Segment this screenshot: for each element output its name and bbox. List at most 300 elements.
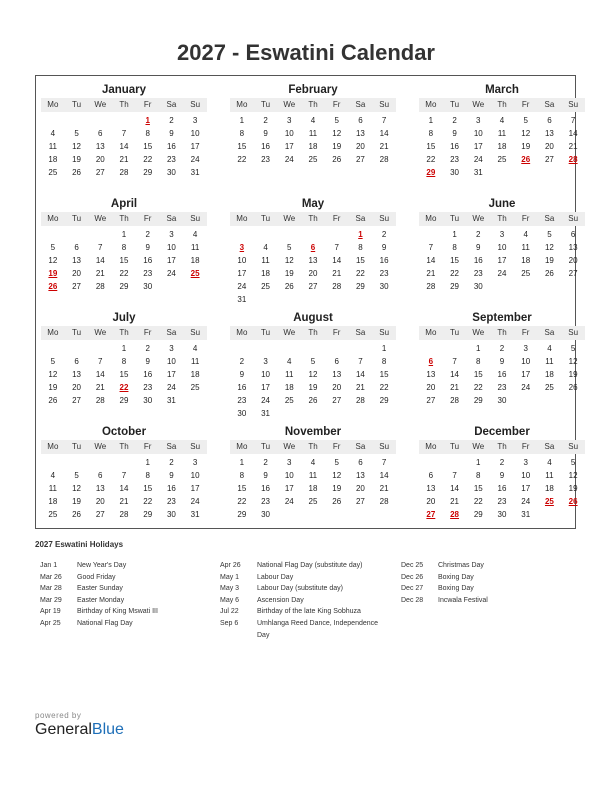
day-cell: 3 [192, 458, 198, 467]
holiday-day-cell: 3 [239, 243, 245, 252]
day-cell: 23 [143, 383, 153, 392]
day-cell: 24 [190, 155, 200, 164]
day-cell: 9 [499, 357, 505, 366]
day-cell: 18 [190, 370, 200, 379]
day-cell: 1 [121, 230, 127, 239]
day-cell: 21 [332, 269, 342, 278]
day-cell: 30 [261, 510, 271, 519]
day-cell: 4 [499, 116, 505, 125]
day-cell: 9 [169, 471, 174, 480]
month-march [419, 82, 585, 179]
day-cell: 7 [98, 357, 103, 366]
weekday-label: We [283, 328, 296, 337]
day-cell: 30 [473, 282, 483, 291]
day-cell: 24 [237, 282, 247, 291]
days-grid [41, 228, 207, 293]
day-cell: 1 [121, 344, 127, 353]
day-cell: 26 [308, 396, 318, 405]
day-cell: 11 [308, 129, 318, 138]
day-cell: 19 [544, 256, 554, 265]
day-cell: 28 [95, 282, 105, 291]
weekday-label: Tu [72, 328, 82, 337]
weekday-label: Su [568, 214, 579, 223]
weekday-label: Su [568, 100, 579, 109]
weekday-label: Fr [332, 214, 341, 223]
logo-part-1: General [35, 721, 92, 738]
day-cell: 15 [237, 484, 247, 493]
day-cell: 2 [169, 116, 174, 125]
day-cell: 1 [239, 458, 245, 467]
day-cell: 15 [143, 484, 153, 493]
holiday-item [401, 572, 573, 584]
day-cell: 8 [239, 129, 245, 138]
empty-day-cell [41, 456, 65, 469]
day-cell: 4 [547, 458, 552, 467]
weekday-label: Sa [166, 328, 177, 337]
weekday-label: Fr [332, 442, 341, 451]
day-cell: 8 [428, 129, 434, 138]
day-cell: 19 [284, 269, 294, 278]
day-cell: 20 [308, 269, 318, 278]
day-cell: 2 [499, 458, 505, 467]
day-cell: 19 [48, 383, 58, 392]
month-november [230, 424, 396, 521]
day-cell: 21 [119, 155, 129, 164]
day-cell: 2 [263, 458, 268, 467]
holiday-item [220, 595, 392, 607]
holiday-item [40, 560, 212, 572]
day-cell: 16 [166, 142, 176, 151]
weekday-label: Fr [521, 328, 530, 337]
day-cell: 27 [72, 282, 82, 291]
day-cell: 11 [545, 357, 554, 366]
weekday-label: Su [568, 328, 579, 337]
day-cell: 26 [48, 396, 58, 405]
day-cell: 15 [143, 142, 153, 151]
day-cell: 8 [381, 357, 387, 366]
day-cell: 5 [74, 471, 79, 480]
holiday-name: Ascension Day [257, 596, 304, 604]
logo-part-2: Blue [91, 721, 124, 738]
holiday-day-cell: 28 [568, 155, 578, 164]
empty-day-cell [88, 342, 112, 355]
day-cell: 29 [119, 282, 129, 291]
day-cell: 26 [284, 282, 294, 291]
day-cell: 6 [74, 357, 79, 366]
brand-logo[interactable] [35, 711, 124, 739]
days-grid [230, 342, 396, 420]
day-cell: 6 [570, 230, 576, 239]
day-cell: 20 [72, 269, 82, 278]
day-cell: 10 [190, 471, 200, 480]
holiday-item [40, 583, 212, 595]
weekday-label: We [94, 214, 107, 223]
day-cell: 26 [332, 497, 342, 506]
day-cell: 11 [308, 471, 318, 480]
day-cell: 12 [72, 484, 82, 493]
day-cell: 2 [476, 230, 481, 239]
day-cell: 29 [450, 282, 460, 291]
day-cell: 12 [72, 142, 82, 151]
day-cell: 13 [426, 484, 436, 493]
day-cell: 21 [379, 142, 389, 151]
day-cell: 7 [121, 471, 127, 480]
day-cell: 23 [143, 269, 153, 278]
weekday-label: Su [190, 328, 201, 337]
day-cell: 8 [145, 471, 150, 480]
weekday-label: Sa [355, 442, 366, 451]
days-grid [41, 456, 207, 521]
empty-day-cell [254, 342, 278, 355]
day-cell: 24 [166, 269, 176, 278]
day-cell: 12 [308, 370, 318, 379]
weekday-label: Sa [544, 328, 555, 337]
day-cell: 5 [547, 230, 552, 239]
day-cell: 14 [379, 471, 389, 480]
day-cell: 22 [426, 155, 436, 164]
day-cell: 9 [499, 471, 505, 480]
day-cell: 19 [72, 497, 82, 506]
month-name: September [472, 312, 532, 324]
day-cell: 6 [98, 471, 103, 480]
month-september [419, 310, 585, 407]
day-cell: 15 [119, 370, 129, 379]
month-april [41, 196, 207, 293]
empty-day-cell [41, 228, 65, 241]
weekday-header [230, 440, 396, 454]
day-cell: 22 [143, 497, 153, 506]
day-cell: 17 [521, 370, 531, 379]
days-grid [230, 456, 396, 521]
holiday-day-cell: 29 [426, 168, 436, 177]
day-cell: 23 [166, 155, 176, 164]
day-cell: 14 [355, 370, 365, 379]
day-cell: 7 [381, 116, 387, 125]
day-cell: 28 [332, 282, 342, 291]
holiday-name: Labour Day [257, 573, 294, 581]
holiday-day-cell: 19 [48, 269, 58, 278]
weekday-header [230, 98, 396, 112]
empty-day-cell [419, 228, 443, 241]
weekday-label: We [472, 442, 485, 451]
day-cell: 26 [72, 168, 82, 177]
day-cell: 13 [95, 142, 105, 151]
month-name: July [112, 312, 136, 324]
day-cell: 14 [450, 370, 460, 379]
days-grid [419, 342, 585, 407]
day-cell: 17 [237, 269, 247, 278]
day-cell: 13 [332, 370, 342, 379]
holiday-day-cell: 28 [450, 510, 460, 519]
holiday-day-cell: 6 [310, 243, 316, 252]
day-cell: 16 [497, 484, 507, 493]
day-cell: 12 [568, 357, 578, 366]
day-cell: 29 [237, 510, 247, 519]
day-cell: 18 [48, 497, 58, 506]
weekday-label: Tu [72, 100, 82, 109]
holiday-name: New Year's Day [77, 562, 127, 569]
day-cell: 24 [166, 383, 176, 392]
day-cell: 2 [169, 458, 174, 467]
day-cell: 12 [332, 129, 342, 138]
day-cell: 7 [570, 116, 576, 125]
day-cell: 12 [568, 471, 578, 480]
month-name: November [284, 426, 342, 438]
day-cell: 2 [452, 116, 457, 125]
weekday-label: Mo [47, 442, 59, 451]
day-cell: 25 [308, 497, 318, 506]
day-cell: 1 [381, 344, 387, 353]
holiday-name: Labour Day (substitute day) [257, 585, 343, 593]
month-december [419, 424, 585, 521]
holiday-item [401, 583, 573, 595]
weekday-label: Th [119, 214, 129, 223]
day-cell: 29 [355, 282, 365, 291]
weekday-label: Su [379, 100, 390, 109]
weekday-label: Mo [236, 442, 248, 451]
day-cell: 28 [379, 155, 389, 164]
empty-day-cell [65, 342, 89, 355]
day-cell: 8 [358, 243, 363, 252]
day-cell: 14 [95, 256, 105, 265]
weekday-label: Sa [355, 328, 366, 337]
day-cell: 21 [119, 497, 129, 506]
empty-day-cell [112, 114, 136, 127]
holiday-item [40, 618, 212, 630]
weekday-label: Th [497, 100, 507, 109]
day-cell: 18 [497, 142, 507, 151]
day-cell: 4 [310, 116, 316, 125]
days-grid [41, 114, 207, 179]
day-cell: 20 [426, 383, 436, 392]
day-cell: 30 [166, 510, 176, 519]
holiday-item [220, 572, 392, 584]
day-cell: 7 [452, 357, 457, 366]
weekday-label: Tu [261, 214, 271, 223]
weekday-label: Sa [355, 214, 366, 223]
day-cell: 31 [166, 396, 176, 405]
day-cell: 16 [261, 142, 271, 151]
day-cell: 6 [98, 129, 103, 138]
day-cell: 28 [426, 282, 436, 291]
holiday-item [220, 606, 392, 618]
holiday-date: May 6 [220, 596, 240, 604]
holiday-day-cell: 26 [521, 155, 531, 164]
day-cell: 4 [310, 458, 316, 467]
day-cell: 13 [95, 484, 105, 493]
day-cell: 1 [145, 458, 150, 467]
weekday-label: We [94, 442, 107, 451]
day-cell: 3 [263, 357, 268, 366]
day-cell: 28 [95, 396, 105, 405]
day-cell: 17 [473, 142, 483, 151]
weekday-header [419, 212, 585, 226]
day-cell: 27 [568, 269, 578, 278]
empty-day-cell [443, 342, 467, 355]
holiday-item [40, 606, 212, 618]
day-cell: 23 [166, 497, 176, 506]
day-cell: 26 [332, 155, 342, 164]
weekday-label: Tu [72, 214, 82, 223]
day-cell: 31 [473, 168, 483, 177]
holiday-day-cell: 26 [48, 282, 58, 291]
day-cell: 31 [237, 295, 247, 304]
day-cell: 2 [239, 357, 245, 366]
day-cell: 10 [166, 243, 176, 252]
generalblue-logo [35, 721, 124, 739]
holiday-day-cell: 22 [119, 383, 129, 392]
day-cell: 24 [521, 497, 531, 506]
holiday-item [401, 595, 573, 607]
month-name: March [485, 84, 519, 96]
day-cell: 14 [332, 256, 342, 265]
day-cell: 26 [72, 510, 82, 519]
day-cell: 24 [284, 497, 294, 506]
day-cell: 2 [145, 344, 150, 353]
weekday-label: Mo [425, 442, 437, 451]
day-cell: 7 [121, 129, 127, 138]
holiday-item [401, 560, 573, 572]
day-cell: 4 [523, 230, 528, 239]
day-cell: 17 [190, 142, 200, 151]
day-cell: 18 [521, 256, 531, 265]
day-cell: 9 [476, 243, 481, 252]
month-june [419, 196, 585, 293]
day-cell: 10 [166, 357, 176, 366]
day-cell: 5 [570, 344, 576, 353]
holiday-day-cell: 27 [426, 510, 436, 519]
day-cell: 21 [450, 497, 460, 506]
day-cell: 27 [426, 396, 436, 405]
empty-day-cell [41, 114, 65, 127]
day-cell: 19 [332, 142, 342, 151]
holiday-item [220, 560, 392, 572]
day-cell: 6 [547, 116, 552, 125]
day-cell: 23 [379, 269, 389, 278]
weekday-label: Mo [425, 100, 437, 109]
day-cell: 2 [499, 344, 505, 353]
day-cell: 21 [95, 383, 105, 392]
day-cell: 16 [143, 370, 153, 379]
day-cell: 14 [119, 484, 129, 493]
day-cell: 27 [95, 510, 105, 519]
holiday-day-cell: 25 [544, 497, 554, 506]
month-february [230, 82, 396, 166]
day-cell: 20 [355, 142, 365, 151]
day-cell: 18 [48, 155, 58, 164]
day-cell: 24 [190, 497, 200, 506]
weekday-label: Mo [425, 214, 437, 223]
month-may [230, 196, 396, 306]
day-cell: 2 [381, 230, 387, 239]
empty-day-cell [230, 228, 254, 241]
weekday-label: Th [308, 328, 318, 337]
empty-day-cell [88, 456, 112, 469]
day-cell: 15 [237, 142, 247, 151]
weekday-label: Su [379, 442, 390, 451]
day-cell: 3 [287, 116, 292, 125]
day-cell: 10 [237, 256, 247, 265]
weekday-label: We [283, 214, 296, 223]
page-title: 2027 - Eswatini Calendar [177, 40, 435, 65]
day-cell: 7 [381, 458, 387, 467]
holiday-day-cell: 1 [358, 230, 363, 239]
weekday-label: Th [308, 442, 318, 451]
weekday-label: Sa [544, 100, 555, 109]
day-cell: 31 [261, 409, 271, 418]
empty-day-cell [419, 342, 443, 355]
holiday-list-column-2 [220, 560, 392, 641]
day-cell: 17 [497, 256, 507, 265]
weekday-header [41, 98, 207, 112]
day-cell: 25 [284, 396, 294, 405]
weekday-label: We [283, 442, 296, 451]
holiday-name: Good Friday [77, 573, 116, 581]
weekday-header [230, 326, 396, 340]
day-cell: 23 [450, 155, 460, 164]
day-cell: 21 [426, 269, 436, 278]
weekday-header [41, 326, 207, 340]
day-cell: 18 [284, 383, 294, 392]
day-cell: 20 [568, 256, 578, 265]
day-cell: 7 [98, 243, 103, 252]
holiday-date: Dec 28 [401, 596, 424, 604]
day-cell: 16 [143, 256, 153, 265]
day-cell: 7 [334, 243, 339, 252]
day-cell: 8 [121, 357, 127, 366]
holiday-name: Boxing Day [438, 585, 474, 593]
month-name: January [101, 84, 147, 96]
empty-day-cell [325, 342, 349, 355]
weekday-label: Su [379, 214, 390, 223]
day-cell: 14 [119, 142, 129, 151]
weekday-label: We [94, 328, 107, 337]
holiday-name: Christmas Day [438, 562, 484, 569]
holiday-date: May 1 [220, 573, 240, 581]
empty-day-cell [301, 342, 325, 355]
day-cell: 1 [452, 230, 457, 239]
weekday-label: Tu [450, 328, 460, 337]
day-cell: 24 [473, 155, 483, 164]
holiday-date: Jul 22 [220, 608, 239, 616]
day-cell: 8 [121, 243, 127, 252]
day-cell: 30 [379, 282, 389, 291]
day-cell: 24 [284, 155, 294, 164]
holiday-date: Apr 19 [40, 608, 61, 616]
day-cell: 8 [452, 243, 457, 252]
day-cell: 19 [568, 484, 578, 493]
day-cell: 11 [48, 142, 57, 151]
holiday-date: Dec 27 [401, 585, 424, 593]
day-cell: 18 [544, 370, 554, 379]
day-cell: 20 [355, 484, 365, 493]
weekday-label: We [283, 100, 296, 109]
day-cell: 7 [428, 243, 434, 252]
month-name: October [101, 426, 147, 438]
month-name: August [293, 312, 333, 324]
day-cell: 8 [476, 357, 481, 366]
holiday-date: Apr 25 [40, 619, 61, 627]
holiday-item [220, 583, 392, 595]
day-cell: 11 [190, 243, 200, 252]
day-cell: 12 [544, 243, 554, 252]
day-cell: 11 [285, 370, 294, 379]
day-cell: 4 [263, 243, 268, 252]
holiday-date: Jan 1 [40, 562, 58, 569]
weekday-label: Tu [261, 100, 271, 109]
day-cell: 29 [473, 510, 483, 519]
calendar-grid [35, 75, 579, 529]
